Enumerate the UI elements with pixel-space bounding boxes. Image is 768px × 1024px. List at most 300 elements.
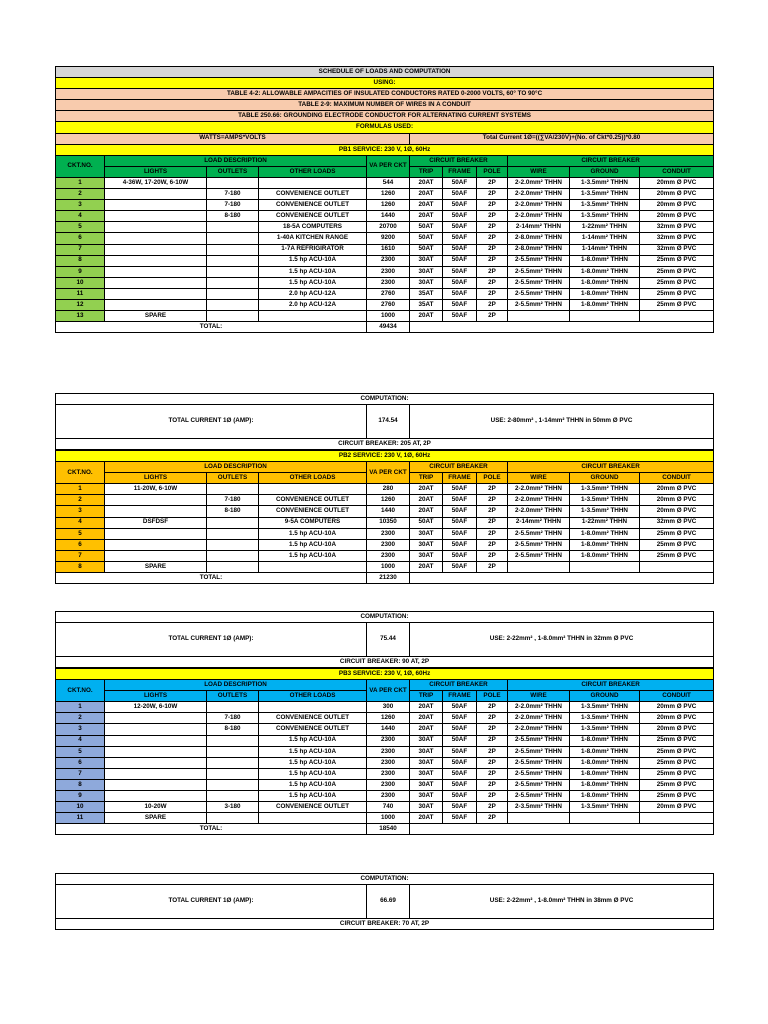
- table-row: [56, 791, 714, 802]
- cell-wire: 2-2.0mm² THHN: [508, 495, 570, 506]
- table-row: [56, 299, 714, 310]
- cell-trip: 30AT: [410, 802, 443, 813]
- col-conduit: CONDUIT: [640, 691, 714, 702]
- cell-conduit: [640, 561, 714, 572]
- cell-lights: [105, 528, 207, 539]
- cell-wire: 2-5.5mm² THHN: [508, 266, 570, 277]
- cell-lights: [105, 495, 207, 506]
- table-row: [56, 255, 714, 266]
- cell-pole: 2P: [477, 768, 508, 779]
- cell-trip: 50AT: [410, 222, 443, 233]
- cell-other-loads: [259, 561, 367, 572]
- cell-outlets: [207, 779, 259, 790]
- cell-ckt-no: 13: [56, 311, 105, 322]
- cell-ground: 1-22mm² THHN: [570, 517, 640, 528]
- cell-outlets: [207, 757, 259, 768]
- cell-va-per-ckt: 1000: [367, 813, 410, 824]
- cell-frame: 50AF: [443, 495, 477, 506]
- cell-lights: [105, 233, 207, 244]
- pb1-computation-table: [55, 393, 714, 450]
- cell-lights: SPARE: [105, 311, 207, 322]
- cell-ground: 1-8.0mm² THHN: [570, 746, 640, 757]
- table-row: [56, 779, 714, 790]
- cell-ground: 1-8.0mm² THHN: [570, 266, 640, 277]
- cell-conduit: 25mm Ø PVC: [640, 266, 714, 277]
- cell-outlets: 3-180: [207, 802, 259, 813]
- col-outlets: OUTLETS: [207, 166, 259, 177]
- cell-ground: [570, 813, 640, 824]
- table-row: [56, 189, 714, 200]
- cell-wire: 2-2.0mm² THHN: [508, 724, 570, 735]
- table-row: [56, 277, 714, 288]
- cell-wire: 2-5.5mm² THHN: [508, 735, 570, 746]
- cell-ground: 1-3.5mm² THHN: [570, 484, 640, 495]
- cell-conduit: 20mm Ø PVC: [640, 211, 714, 222]
- cell-trip: 20AT: [410, 506, 443, 517]
- table-row: [56, 244, 714, 255]
- cell-lights: 12-20W, 6-10W: [105, 702, 207, 713]
- cell-ground: 1-3.5mm² THHN: [570, 189, 640, 200]
- cell-pole: 2P: [477, 791, 508, 802]
- cell-va-per-ckt: 2300: [367, 791, 410, 802]
- col-ground: GROUND: [570, 691, 640, 702]
- reference-table-250: TABLE 250.66: GROUNDING ELECTRODE CONDUCTOR FOR ALTERNATING CURRENT SYSTEMS: [56, 111, 714, 122]
- cell-other-loads: 1-7A REFRIGIRATOR: [259, 244, 367, 255]
- cell-wire: 2-2.0mm² THHN: [508, 484, 570, 495]
- pb2-schedule-table: [55, 450, 714, 584]
- cell-va-per-ckt: 1260: [367, 713, 410, 724]
- cell-va-per-ckt: 2300: [367, 528, 410, 539]
- pb2-total-current: 75.44: [367, 623, 410, 657]
- cell-va-per-ckt: 9200: [367, 233, 410, 244]
- cell-conduit: 25mm Ø PVC: [640, 779, 714, 790]
- col-circuit-breaker: CIRCUIT BREAKER: [410, 680, 508, 691]
- cell-va-per-ckt: 300: [367, 702, 410, 713]
- cell-conduit: 32mm Ø PVC: [640, 233, 714, 244]
- cell-pole: 2P: [477, 484, 508, 495]
- cell-lights: [105, 211, 207, 222]
- pb1-rows: [56, 177, 714, 321]
- cell-other-loads: 1.5 hp ACU-10A: [259, 550, 367, 561]
- cell-wire: 2-8.0mm² THHN: [508, 244, 570, 255]
- cell-va-per-ckt: 1440: [367, 724, 410, 735]
- cell-va-per-ckt: 2300: [367, 757, 410, 768]
- cell-frame: 50AF: [443, 177, 477, 188]
- cell-lights: [105, 222, 207, 233]
- blank-cell: [410, 322, 714, 333]
- cell-ground: 1-8.0mm² THHN: [570, 735, 640, 746]
- cell-trip: 30AT: [410, 550, 443, 561]
- cell-outlets: [207, 233, 259, 244]
- cell-trip: 30AT: [410, 255, 443, 266]
- cell-ckt-no: 1: [56, 177, 105, 188]
- cell-frame: 50AF: [443, 768, 477, 779]
- table-row: [56, 233, 714, 244]
- cell-wire: 2-5.5mm² THHN: [508, 539, 570, 550]
- cell-conduit: [640, 311, 714, 322]
- col-ground: GROUND: [570, 473, 640, 484]
- cell-trip: 20AT: [410, 813, 443, 824]
- cell-trip: 30AT: [410, 735, 443, 746]
- cell-ckt-no: 6: [56, 757, 105, 768]
- col-frame: FRAME: [443, 473, 477, 484]
- cell-va-per-ckt: 2300: [367, 255, 410, 266]
- cell-lights: 11-20W, 6-10W: [105, 484, 207, 495]
- pb3-total-va: 18540: [367, 824, 410, 835]
- cell-frame: 50AF: [443, 255, 477, 266]
- cell-lights: [105, 255, 207, 266]
- col-va-per-ckt: VA PER CKT: [367, 155, 410, 177]
- cell-pole: 2P: [477, 288, 508, 299]
- cell-trip: 30AT: [410, 528, 443, 539]
- pb2-circuit-breaker: CIRCUIT BREAKER: 90 AT, 2P: [56, 657, 714, 668]
- cell-lights: [105, 539, 207, 550]
- cell-outlets: [207, 517, 259, 528]
- cell-va-per-ckt: 20700: [367, 222, 410, 233]
- cell-other-loads: 2.0 hp ACU-12A: [259, 288, 367, 299]
- cell-frame: 50AF: [443, 222, 477, 233]
- table-row: [56, 266, 714, 277]
- cell-pole: 2P: [477, 189, 508, 200]
- cell-ground: 1-3.5mm² THHN: [570, 724, 640, 735]
- cell-outlets: [207, 311, 259, 322]
- col-trip: TRIP: [410, 473, 443, 484]
- cell-outlets: 7-180: [207, 713, 259, 724]
- cell-ckt-no: 5: [56, 746, 105, 757]
- pb3-schedule-table: [55, 668, 714, 835]
- cell-pole: 2P: [477, 277, 508, 288]
- cell-lights: [105, 779, 207, 790]
- cell-ground: 1-8.0mm² THHN: [570, 550, 640, 561]
- cell-ckt-no: 3: [56, 200, 105, 211]
- cell-ckt-no: 7: [56, 244, 105, 255]
- col-ground: GROUND: [570, 166, 640, 177]
- cell-lights: [105, 550, 207, 561]
- cell-wire: 2-5.5mm² THHN: [508, 528, 570, 539]
- cell-va-per-ckt: 2300: [367, 768, 410, 779]
- cell-conduit: 25mm Ø PVC: [640, 746, 714, 757]
- cell-outlets: [207, 288, 259, 299]
- col-conduit: CONDUIT: [640, 473, 714, 484]
- cell-ckt-no: 9: [56, 266, 105, 277]
- cell-other-loads: CONVENIENCE OUTLET: [259, 211, 367, 222]
- col-other-loads: OTHER LOADS: [259, 691, 367, 702]
- cell-pole: 2P: [477, 550, 508, 561]
- cell-va-per-ckt: 2760: [367, 299, 410, 310]
- cell-frame: 50AF: [443, 517, 477, 528]
- cell-conduit: 20mm Ø PVC: [640, 713, 714, 724]
- col-wire: WIRE: [508, 166, 570, 177]
- cell-wire: 2-5.5mm² THHN: [508, 277, 570, 288]
- cell-conduit: 20mm Ø PVC: [640, 177, 714, 188]
- cell-trip: 20AT: [410, 211, 443, 222]
- cell-trip: 30AT: [410, 277, 443, 288]
- col-circuit-breaker-2: CIRCUIT BREAKER: [508, 680, 714, 691]
- cell-conduit: 20mm Ø PVC: [640, 724, 714, 735]
- col-frame: FRAME: [443, 166, 477, 177]
- cell-other-loads: 1.5 hp ACU-10A: [259, 735, 367, 746]
- total-label: TOTAL:: [56, 573, 367, 584]
- cell-lights: SPARE: [105, 561, 207, 572]
- cell-wire: 2-2.0mm² THHN: [508, 211, 570, 222]
- cell-pole: 2P: [477, 266, 508, 277]
- cell-lights: [105, 791, 207, 802]
- cell-frame: 50AF: [443, 724, 477, 735]
- table-row: [56, 550, 714, 561]
- cell-wire: 2-5.5mm² THHN: [508, 288, 570, 299]
- cell-wire: 2-5.5mm² THHN: [508, 757, 570, 768]
- cell-other-loads: [259, 813, 367, 824]
- cell-pole: 2P: [477, 735, 508, 746]
- col-trip: TRIP: [410, 691, 443, 702]
- cell-conduit: 25mm Ø PVC: [640, 299, 714, 310]
- total-current-label: TOTAL CURRENT 1Ø (AMP):: [56, 623, 367, 657]
- cell-conduit: 20mm Ø PVC: [640, 802, 714, 813]
- table-row: [56, 724, 714, 735]
- cell-ground: 1-8.0mm² THHN: [570, 255, 640, 266]
- table-row: [56, 702, 714, 713]
- cell-va-per-ckt: 1000: [367, 311, 410, 322]
- cell-outlets: [207, 561, 259, 572]
- table-row: [56, 506, 714, 517]
- cell-outlets: [207, 244, 259, 255]
- cell-other-loads: 1.5 hp ACU-10A: [259, 768, 367, 779]
- cell-trip: 20AT: [410, 724, 443, 735]
- cell-other-loads: 1-40A KITCHEN RANGE: [259, 233, 367, 244]
- cell-trip: 30AT: [410, 266, 443, 277]
- pb3-rows: [56, 702, 714, 824]
- cell-lights: 10-20W: [105, 802, 207, 813]
- cell-pole: 2P: [477, 495, 508, 506]
- cell-trip: 30AT: [410, 768, 443, 779]
- cell-frame: 50AF: [443, 746, 477, 757]
- pb1-use-text: USE: 2-80mm² , 1-14mm² THHN in 50mm Ø PVC: [410, 405, 714, 439]
- computation-label: COMPUTATION:: [56, 394, 714, 405]
- cell-wire: 2-2.0mm² THHN: [508, 702, 570, 713]
- cell-frame: 50AF: [443, 813, 477, 824]
- cell-outlets: 7-180: [207, 495, 259, 506]
- cell-conduit: 20mm Ø PVC: [640, 189, 714, 200]
- cell-pole: 2P: [477, 211, 508, 222]
- cell-lights: [105, 299, 207, 310]
- computation-label: COMPUTATION:: [56, 874, 714, 885]
- cell-ground: 1-3.5mm² THHN: [570, 702, 640, 713]
- cell-ground: [570, 311, 640, 322]
- cell-conduit: 32mm Ø PVC: [640, 222, 714, 233]
- cell-frame: 50AF: [443, 299, 477, 310]
- pb3-circuit-breaker: CIRCUIT BREAKER: 70 AT, 2P: [56, 919, 714, 930]
- cell-va-per-ckt: 10350: [367, 517, 410, 528]
- cell-va-per-ckt: 1000: [367, 561, 410, 572]
- cell-pole: 2P: [477, 702, 508, 713]
- cell-pole: 2P: [477, 299, 508, 310]
- cell-other-loads: 1.5 hp ACU-10A: [259, 757, 367, 768]
- cell-other-loads: 2.0 hp ACU-12A: [259, 299, 367, 310]
- cell-ground: 1-3.5mm² THHN: [570, 200, 640, 211]
- cell-trip: 50AT: [410, 233, 443, 244]
- cell-ckt-no: 2: [56, 495, 105, 506]
- cell-ground: 1-8.0mm² THHN: [570, 539, 640, 550]
- pb3-computation-table: [55, 873, 714, 930]
- col-circuit-breaker-2: CIRCUIT BREAKER: [508, 155, 714, 166]
- pb3-service: PB3 SERVICE: 230 V, 1Ø, 60Hz: [56, 669, 714, 680]
- cell-ground: 1-8.0mm² THHN: [570, 288, 640, 299]
- cell-conduit: 25mm Ø PVC: [640, 255, 714, 266]
- table-row: [56, 768, 714, 779]
- col-conduit: CONDUIT: [640, 166, 714, 177]
- cell-ground: 1-8.0mm² THHN: [570, 768, 640, 779]
- cell-trip: 20AT: [410, 702, 443, 713]
- cell-wire: 2-14mm² THHN: [508, 222, 570, 233]
- col-wire: WIRE: [508, 691, 570, 702]
- cell-pole: 2P: [477, 528, 508, 539]
- cell-trip: 20AT: [410, 177, 443, 188]
- cell-frame: 50AF: [443, 288, 477, 299]
- cell-conduit: 25mm Ø PVC: [640, 539, 714, 550]
- cell-lights: 4-36W, 17-20W, 6-10W: [105, 177, 207, 188]
- cell-lights: [105, 746, 207, 757]
- cell-ckt-no: 8: [56, 561, 105, 572]
- table-row: [56, 222, 714, 233]
- cell-ckt-no: 4: [56, 517, 105, 528]
- col-pole: POLE: [477, 473, 508, 484]
- cell-va-per-ckt: 1440: [367, 211, 410, 222]
- cell-va-per-ckt: 2300: [367, 779, 410, 790]
- cell-ckt-no: 2: [56, 189, 105, 200]
- cell-frame: 50AF: [443, 550, 477, 561]
- table-row: [56, 561, 714, 572]
- cell-other-loads: CONVENIENCE OUTLET: [259, 495, 367, 506]
- cell-pole: 2P: [477, 255, 508, 266]
- cell-ckt-no: 11: [56, 288, 105, 299]
- col-lights: LIGHTS: [105, 166, 207, 177]
- pb1-total-current: 174.54: [367, 405, 410, 439]
- total-label: TOTAL:: [56, 824, 367, 835]
- cell-frame: 50AF: [443, 802, 477, 813]
- pb2-computation-table: [55, 611, 714, 668]
- cell-ckt-no: 5: [56, 222, 105, 233]
- col-outlets: OUTLETS: [207, 691, 259, 702]
- col-outlets: OUTLETS: [207, 473, 259, 484]
- cell-trip: 30AT: [410, 539, 443, 550]
- cell-lights: [105, 277, 207, 288]
- cell-ground: 1-3.5mm² THHN: [570, 506, 640, 517]
- computation-label: COMPUTATION:: [56, 612, 714, 623]
- cell-outlets: [207, 539, 259, 550]
- cell-lights: [105, 713, 207, 724]
- cell-va-per-ckt: 2300: [367, 539, 410, 550]
- cell-frame: 50AF: [443, 779, 477, 790]
- cell-ckt-no: 6: [56, 539, 105, 550]
- col-trip: TRIP: [410, 166, 443, 177]
- cell-trip: 50AT: [410, 244, 443, 255]
- cell-conduit: 20mm Ø PVC: [640, 495, 714, 506]
- cell-ckt-no: 7: [56, 550, 105, 561]
- cell-conduit: 25mm Ø PVC: [640, 528, 714, 539]
- cell-va-per-ckt: 1260: [367, 495, 410, 506]
- cell-conduit: 20mm Ø PVC: [640, 702, 714, 713]
- cell-other-loads: 1.5 hp ACU-10A: [259, 791, 367, 802]
- cell-ground: 1-8.0mm² THHN: [570, 791, 640, 802]
- cell-conduit: 25mm Ø PVC: [640, 288, 714, 299]
- cell-frame: 50AF: [443, 311, 477, 322]
- cell-outlets: [207, 528, 259, 539]
- col-ckt-no: CKT.NO.: [56, 680, 105, 702]
- col-circuit-breaker: CIRCUIT BREAKER: [410, 462, 508, 473]
- cell-trip: 20AT: [410, 561, 443, 572]
- cell-wire: 2-5.5mm² THHN: [508, 768, 570, 779]
- cell-outlets: [207, 277, 259, 288]
- cell-ground: 1-3.5mm² THHN: [570, 802, 640, 813]
- cell-wire: 2-2.0mm² THHN: [508, 713, 570, 724]
- cell-other-loads: [259, 484, 367, 495]
- cell-lights: [105, 189, 207, 200]
- cell-ground: 1-8.0mm² THHN: [570, 528, 640, 539]
- cell-trip: 30AT: [410, 779, 443, 790]
- cell-trip: 30AT: [410, 746, 443, 757]
- cell-conduit: 25mm Ø PVC: [640, 768, 714, 779]
- cell-trip: 20AT: [410, 189, 443, 200]
- cell-lights: [105, 288, 207, 299]
- cell-outlets: 8-180: [207, 211, 259, 222]
- blank-cell: [410, 573, 714, 584]
- cell-outlets: [207, 768, 259, 779]
- cell-trip: 20AT: [410, 495, 443, 506]
- col-wire: WIRE: [508, 473, 570, 484]
- cell-other-loads: CONVENIENCE OUTLET: [259, 724, 367, 735]
- cell-wire: 2-14mm² THHN: [508, 517, 570, 528]
- cell-va-per-ckt: 2300: [367, 746, 410, 757]
- cell-trip: 20AT: [410, 484, 443, 495]
- col-pole: POLE: [477, 691, 508, 702]
- cell-outlets: [207, 484, 259, 495]
- col-other-loads: OTHER LOADS: [259, 166, 367, 177]
- cell-frame: 50AF: [443, 189, 477, 200]
- cell-ckt-no: 1: [56, 484, 105, 495]
- col-pole: POLE: [477, 166, 508, 177]
- cell-outlets: [207, 813, 259, 824]
- table-row: [56, 757, 714, 768]
- cell-pole: 2P: [477, 713, 508, 724]
- cell-frame: 50AF: [443, 484, 477, 495]
- cell-conduit: 20mm Ø PVC: [640, 200, 714, 211]
- pb3-total-current: 66.69: [367, 885, 410, 919]
- cell-other-loads: [259, 177, 367, 188]
- cell-other-loads: CONVENIENCE OUTLET: [259, 802, 367, 813]
- cell-pole: 2P: [477, 813, 508, 824]
- col-ckt-no: CKT.NO.: [56, 462, 105, 484]
- cell-va-per-ckt: 2300: [367, 550, 410, 561]
- cell-outlets: [207, 746, 259, 757]
- cell-outlets: 7-180: [207, 189, 259, 200]
- cell-ckt-no: 6: [56, 233, 105, 244]
- col-lights: LIGHTS: [105, 691, 207, 702]
- col-va-per-ckt: VA PER CKT: [367, 680, 410, 702]
- table-row: [56, 177, 714, 188]
- cell-va-per-ckt: 1260: [367, 189, 410, 200]
- cell-other-loads: 1.5 hp ACU-10A: [259, 746, 367, 757]
- total-label: TOTAL:: [56, 322, 367, 333]
- cell-ground: 1-14mm² THHN: [570, 233, 640, 244]
- cell-other-loads: 1.5 hp ACU-10A: [259, 539, 367, 550]
- cell-ground: 1-3.5mm² THHN: [570, 713, 640, 724]
- cell-frame: 50AF: [443, 266, 477, 277]
- cell-trip: 20AT: [410, 713, 443, 724]
- cell-outlets: [207, 702, 259, 713]
- cell-ground: 1-22mm² THHN: [570, 222, 640, 233]
- cell-conduit: 25mm Ø PVC: [640, 757, 714, 768]
- cell-other-loads: [259, 702, 367, 713]
